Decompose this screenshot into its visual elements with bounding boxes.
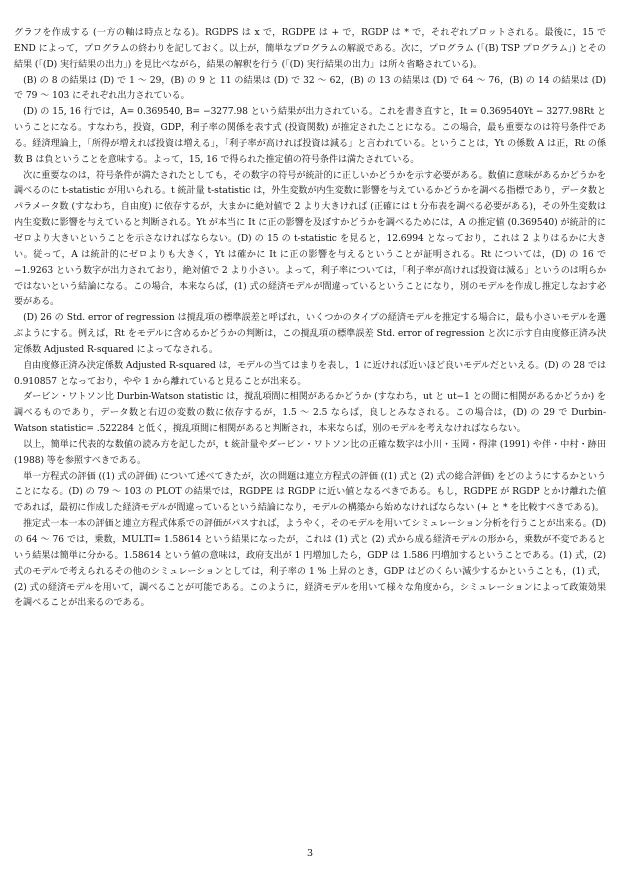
paragraph-durbin-watson: ダービン・ワトソン比 Durbin-Watson statistic は，撹乱項間に相関があるかどうか (すなわち，ut と ut−1 との間に相関があるかどうか) を調べるものであり，データ数と右辺の変数の数に依存するが，1.5 〜 2.5 ならば，良しとみなされる。この場合は，(D) の 29 で Durbin-Watson statistic= .522284 と低く，撹乱項間に相関があると判断され，本来ならば，別のモデルを考えなければならない。	[14, 392, 606, 435]
page-number: 3	[306, 848, 314, 859]
paragraph-investment-function: (D) の 15, 16 行では，A= 0.369540, B= −3277.98 という結果が出力されている。これを書き直すと，It = 0.369540Yt − 3277.98Rt ということになる。すなわち，投資，GDP，利子率の関係を表す式 (投資関数) が推定されたことになる。この場合，最も重要なのは符号条件である。経済理論上，「所得が増えれば投資は増える」，「利子率が高ければ投資は減る」と言われている。ということは，Yt の係数 A は正，Rt の係数 B は負ということを意味する。よって，15, 16 で得られた推定値の符号条件は満たされている。	[14, 107, 606, 165]
paragraph-output-locations: (B) の 8 の結果は (D) で 1 〜 29，(B) の 9 と 11 の結果は (D) で 32 〜 62，(B) の 13 の結果は (D) で 64 〜 76，(B) の 14 の結果は (D) で 79 〜 103 にそれぞれ出力されている。	[14, 75, 606, 102]
paragraph-t-statistic: 次に重要なのは，符号条件が満たされたとしても，その数字の符号が統計的に正しいかどうかを示す必要がある。数値に意味があるかどうかを調べるのに t-statistic が用いられる。t 統計量 t-statistic は，外生変数が内生変数に影響を与えているかどうかを調べる指標であり，データ数とパラメータ数 (すなわち，自由度) に依存するが，大まかに絶対値で 2 より大きければ (正確には t 分布表を調べる必要がある)，その外生変数は内生変数に影響を与えていると判断される。Yt が本当に It に正の影響を及ぼすかどうかを調べるためには，A の推定値 (0.369540) が統計的にゼロより大きいということを示さなければならない。(D) の 15 の t-statistic を見ると，12.6994 となっており，これは 2 よりはるかに大きい。従って，A は統計的にゼロよりも大きく，Yt は確かに It に正の影響を与えるということが証明される。Rt については，(D) の 16 で −1.9263 という数字が出力されており，絶対値で 2 より小さい。よって，利子率については，「利子率が高ければ投資は減る」というのは明らかではないという結論になる。この場合，本来ならば，(1) 式の経済モデルが間違っているということになり，別のモデルを作成し推定しなおす必要がある。	[14, 170, 606, 308]
paragraph-adjusted-r-squared: 自由度修正済み決定係数 Adjusted R-squared は，モデルの当てはまりを表し，1 に近ければ近いほど良いモデルだといえる。(D) の 28 では 0.910857 となっており，やや 1 から離れていると見ることが出来る。	[14, 360, 606, 387]
paragraph-references: 以上，簡単に代表的な数値の読み方を記したが，t 統計量やダービン・ワトソン比の正確な数字は小川・玉岡・得津 (1991) や伴・中村・跡田 (1988) 等を参照すべきである。	[14, 439, 606, 466]
paragraph-simultaneous-evaluation: 単一方程式の評価 ((1) 式の評価) について述べてきたが，次の問題は連立方程式の評価 ((1) 式と (2) 式の総合評価) をどのようにするかということになる。(D) の 79 〜 103 の PLOT の結果では，RGDPE は RGDP に近い値となるべきである。もし，RGDPE が RGDP とかけ離れた値であれば，最初に作成した経済モデルが間違っているという結論になり，モデルの構築から始めなければならない (+ と * を比較すべきである)。	[14, 471, 606, 514]
paragraph-simulation: 推定式一本一本の評価と連立方程式体系での評価がパスすれば，ようやく，そのモデルを用いてシミュレーション分析を行うことが出来る。(D) の 64 〜 76 では，乗数，MULTI= 1.58614 という結果になったが，これは (1) 式と (2) 式から成る経済モデルの形から，乗数が不変であるという結果は簡単に分かる。1.58614 という値の意味は，政府支出が 1 円増加したら，GDP は 1.586 円増加するということである。(1) 式，(2) 式のモデルで考えられるその他のシミュレーションとしては，利子率の 1 % 上昇のとき，GDP はどのくらい減少するかということも，(1) 式，(2) 式の経済モデルを用いて，調べることが可能である。このように，経済モデルを用いて様々な角度から，シミュレーションによって政策効果を調べることが出来るのである。	[14, 519, 606, 609]
body-text	[14, 26, 606, 612]
paragraph-std-error: (D) 26 の Std. error of regression は撹乱項の標準誤差と呼ばれ，いくつかのタイプの経済モデルを推定する場合に，最も小さいモデルを選ぶようにする。例えば，Rt をモデルに含めるかどうかの判断は，この撹乱項の標準誤差 Std. error of regression と次に示す自由度修正済み決定係数 Adjusted R-squared によってなされる。	[14, 313, 606, 355]
paragraph-graph-program: グラフを作成する (一方の軸は時点となる)。RGDPS は x で，RGDPE は + で，RGDP は * で，それぞれプロットされる。最後に，15 で END によって，プログラムの終わりを記しておく。以上が，簡単なプログラムの解説である。次に，プログラム (「(B) TSP プログラム」) とその結果 (「(D) 実行結果の出力」) を見比べながら，結果の解釈を行う (「(D) 実行結果の出力」は所々省略されている)。	[14, 28, 606, 70]
